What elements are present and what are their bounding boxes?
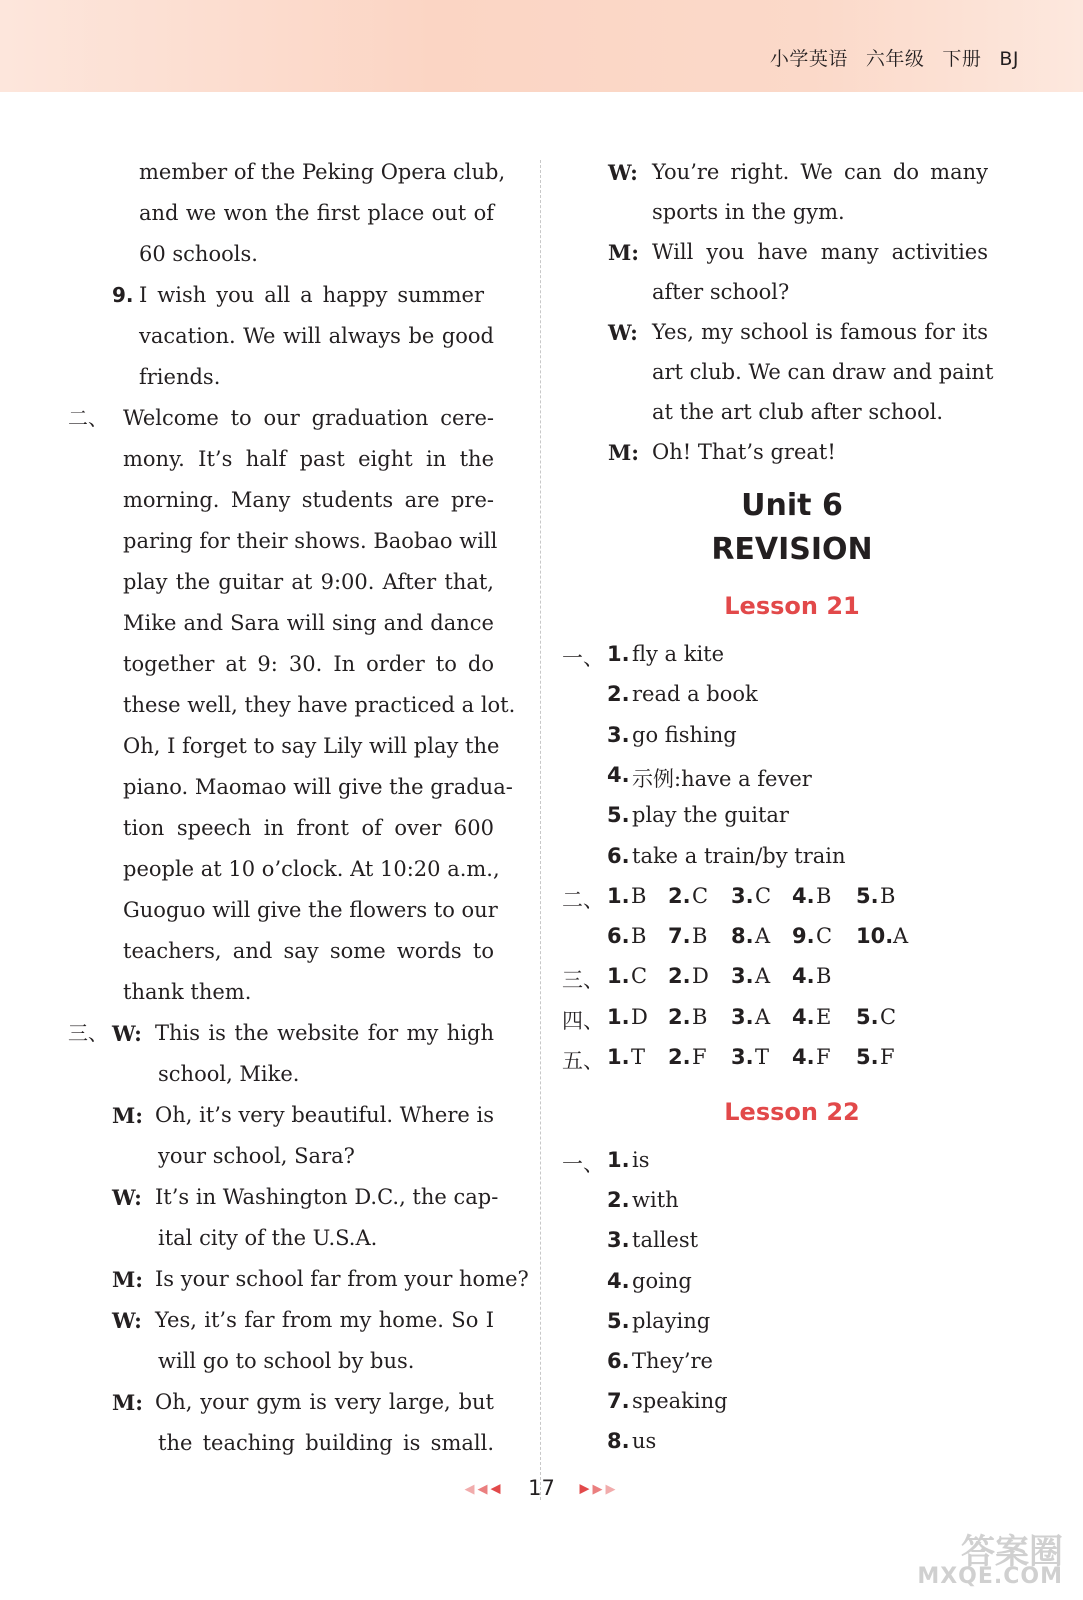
answer-choice: A xyxy=(893,924,909,949)
item-number: 3. xyxy=(731,964,754,989)
lesson-22-title: Lesson 22 xyxy=(724,1098,860,1126)
answer-text: tallest xyxy=(632,1228,699,1253)
speaker-label: M: xyxy=(608,440,639,465)
passage-line: together at 9: 30. In order to do xyxy=(123,652,494,676)
section-mark: 一、 xyxy=(562,646,604,670)
item-number: 2. xyxy=(668,883,691,908)
text-line: friends. xyxy=(139,365,221,389)
speaker-label: M: xyxy=(608,240,639,265)
answer-text: with xyxy=(632,1188,679,1213)
speaker-label: M: xyxy=(112,1267,143,1292)
passage-line: teachers, and say some words to xyxy=(123,939,494,963)
item-number: 1. xyxy=(607,1004,630,1029)
item-number: 5. xyxy=(607,803,630,828)
section-mark: 一、 xyxy=(562,1152,604,1176)
item-number: 8. xyxy=(607,1429,630,1454)
answer-choice: A xyxy=(755,1004,771,1029)
prev-arrows-icon: ◀◀◀ xyxy=(464,1481,504,1497)
item-number: 1. xyxy=(607,883,630,908)
speaker-label: M: xyxy=(112,1390,143,1415)
dialogue-line: You’re right. We can do many xyxy=(652,160,988,184)
item-number: 3. xyxy=(731,1045,754,1069)
dialogue-line: the teaching building is small. xyxy=(158,1431,494,1455)
dialogue-line: Oh, it’s very beautiful. Where is xyxy=(155,1103,494,1127)
dialogue-line: at the art club after school. xyxy=(652,400,944,424)
answer-text: is xyxy=(632,1148,650,1172)
answer-text: 示例:have a fever xyxy=(632,766,812,791)
unit-title: Unit 6 xyxy=(741,488,843,523)
dialogue-line: ital city of the U.S.A. xyxy=(158,1226,378,1250)
speaker-label: W: xyxy=(112,1185,142,1210)
answer-text: playing xyxy=(632,1308,711,1333)
passage-line: piano. Maomao will give the gradua- xyxy=(123,775,513,799)
item-number: 3. xyxy=(607,1228,630,1253)
section-mark: 三、 xyxy=(562,968,604,993)
answer-text: read a book xyxy=(632,682,758,707)
item-number: 6. xyxy=(607,1349,630,1373)
watermark-line2: MXQE.COM xyxy=(917,1564,1063,1589)
passage-line: tion speech in front of over 600 xyxy=(123,816,494,840)
item-number: 4. xyxy=(792,964,815,989)
next-arrows-icon: ▶▶▶ xyxy=(579,1481,619,1497)
answer-text: play the guitar xyxy=(632,803,789,828)
text-line: member of the Peking Opera club, xyxy=(139,160,506,184)
item-number: 3. xyxy=(607,722,630,747)
passage-line: Welcome to our graduation cere- xyxy=(123,406,494,430)
item-number: 9. xyxy=(792,924,815,949)
dialogue-line: It’s in Washington D.C., the cap- xyxy=(155,1185,499,1209)
answer-choice: C xyxy=(631,964,648,989)
item-number: 7. xyxy=(668,924,691,949)
dialogue-line: Oh! That’s great! xyxy=(652,440,836,464)
dialogue-line: school, Mike. xyxy=(158,1062,300,1086)
item-number: 1. xyxy=(607,642,630,666)
item-number: 10. xyxy=(856,924,894,949)
item-number: 1. xyxy=(607,1148,630,1172)
answer-text: going xyxy=(632,1268,692,1293)
answer-choice: F xyxy=(880,1045,895,1069)
text-line: 60 schools. xyxy=(139,242,258,266)
dialogue-line: art club. We can draw and paint xyxy=(652,360,994,384)
item-number: 9. xyxy=(112,283,134,307)
answer-choice: D xyxy=(631,1004,648,1029)
passage-line: Guoguo will give the flowers to our xyxy=(123,898,498,922)
answer-choice: B xyxy=(692,924,708,949)
item-number: 5. xyxy=(856,883,879,908)
passage-line: Mike and Sara will sing and dance xyxy=(123,611,494,635)
item-number: 2. xyxy=(668,1004,691,1029)
dialogue-line: Is your school far from your home? xyxy=(155,1267,529,1291)
answer-choice: B xyxy=(816,883,832,908)
dialogue-line: after school? xyxy=(652,280,790,304)
section-mark: 二、 xyxy=(562,887,604,912)
item-number: 4. xyxy=(792,1004,815,1029)
answer-choice: B xyxy=(880,883,896,908)
item-number: 1. xyxy=(607,1045,630,1069)
answer-text: go fishing xyxy=(632,722,737,747)
item-number: 3. xyxy=(731,1004,754,1029)
speaker-label: W: xyxy=(608,160,638,185)
dialogue-line: will go to school by bus. xyxy=(158,1349,415,1373)
item-number: 5. xyxy=(856,1045,879,1069)
item-number: 7. xyxy=(607,1389,630,1414)
dialogue-line: Yes, my school is famous for its xyxy=(652,320,988,344)
dialogue-line: sports in the gym. xyxy=(652,200,845,224)
answer-choice: D xyxy=(692,964,709,989)
answer-choice: T xyxy=(631,1045,646,1069)
answer-text: They’re xyxy=(632,1349,713,1373)
header-info xyxy=(752,44,1019,71)
item-number: 1. xyxy=(607,964,630,989)
passage-line: morning. Many students are pre- xyxy=(123,488,494,512)
item-number: 2. xyxy=(668,1045,691,1069)
section-mark: 二、 xyxy=(68,406,108,430)
page-footer xyxy=(0,1476,1083,1500)
dialogue-line: Oh, your gym is very large, but xyxy=(155,1390,494,1414)
answer-choice: C xyxy=(755,883,772,908)
answer-choice: F xyxy=(816,1045,831,1069)
answer-text: us xyxy=(632,1429,657,1454)
watermark-line1: 答案圈 xyxy=(961,1532,1063,1572)
answer-choice: C xyxy=(880,1004,897,1029)
passage-line: thank them. xyxy=(123,980,252,1004)
passage-line: Oh, I forget to say Lily will play the xyxy=(123,734,500,758)
dialogue-line: your school, Sara? xyxy=(158,1144,355,1168)
passage-line: mony. It’s half past eight in the xyxy=(123,447,494,471)
item-number: 2. xyxy=(668,964,691,989)
item-number: 8. xyxy=(731,924,754,949)
answer-choice: A xyxy=(755,964,771,989)
item-number: 4. xyxy=(607,762,630,787)
answer-choice: F xyxy=(692,1045,707,1069)
lesson-21-title: Lesson 21 xyxy=(724,592,860,620)
answer-choice: T xyxy=(755,1045,770,1069)
header-volume: 下册 xyxy=(942,48,982,70)
dialogue-line: Yes, it’s far from my home. So I xyxy=(155,1308,494,1332)
item-number: 4. xyxy=(607,1268,630,1293)
item-number: 2. xyxy=(607,682,630,707)
item-number: 5. xyxy=(607,1308,630,1333)
text-line: I wish you all a happy summer xyxy=(139,283,484,307)
speaker-label: W: xyxy=(112,1021,142,1046)
section-mark: 五、 xyxy=(562,1049,604,1073)
answer-choice: B xyxy=(816,964,832,989)
page-number: 17 xyxy=(528,1476,555,1500)
answer-choice: B xyxy=(692,1004,708,1029)
dialogue-line: This is the website for my high xyxy=(155,1021,494,1045)
item-number: 5. xyxy=(856,1004,879,1029)
speaker-label: W: xyxy=(608,320,638,345)
item-number: 4. xyxy=(792,883,815,908)
answer-text: fly a kite xyxy=(632,642,725,666)
item-number: 6. xyxy=(607,924,630,949)
answer-choice: A xyxy=(755,924,771,949)
passage-line: play the guitar at 9:00. After that, xyxy=(123,570,494,594)
answer-choice: B xyxy=(631,924,647,949)
dialogue-line: Will you have many activities xyxy=(652,240,988,264)
passage-line: paring for their shows. Baobao will xyxy=(123,529,498,553)
answer-choice: E xyxy=(816,1004,832,1029)
item-number: 6. xyxy=(607,843,630,868)
header-subject: 小学英语 xyxy=(769,48,848,70)
answer-text: take a train/by train xyxy=(632,843,846,868)
watermark xyxy=(917,1524,1069,1594)
speaker-label: W: xyxy=(112,1308,142,1333)
section-mark: 四、 xyxy=(562,1008,604,1033)
passage-line: these well, they have practiced a lot. xyxy=(123,693,516,717)
item-number: 2. xyxy=(607,1188,630,1213)
text-line: vacation. We will always be good xyxy=(139,324,494,348)
answer-choice: B xyxy=(631,883,647,908)
speaker-label: M: xyxy=(112,1103,143,1128)
answer-choice: C xyxy=(816,924,833,949)
item-number: 4. xyxy=(792,1045,815,1069)
header-grade: 六年级 xyxy=(865,48,925,70)
column-divider xyxy=(540,160,541,1500)
text-line: and we won the first place out of xyxy=(139,201,494,225)
answer-text: speaking xyxy=(632,1389,728,1414)
item-number: 3. xyxy=(731,883,754,908)
section-mark: 三、 xyxy=(68,1021,108,1045)
unit-subtitle: REVISION xyxy=(711,532,873,567)
header-edition: BJ xyxy=(999,48,1019,70)
passage-line: people at 10 o’clock. At 10:20 a.m., xyxy=(123,857,500,881)
answer-choice: C xyxy=(692,883,709,908)
